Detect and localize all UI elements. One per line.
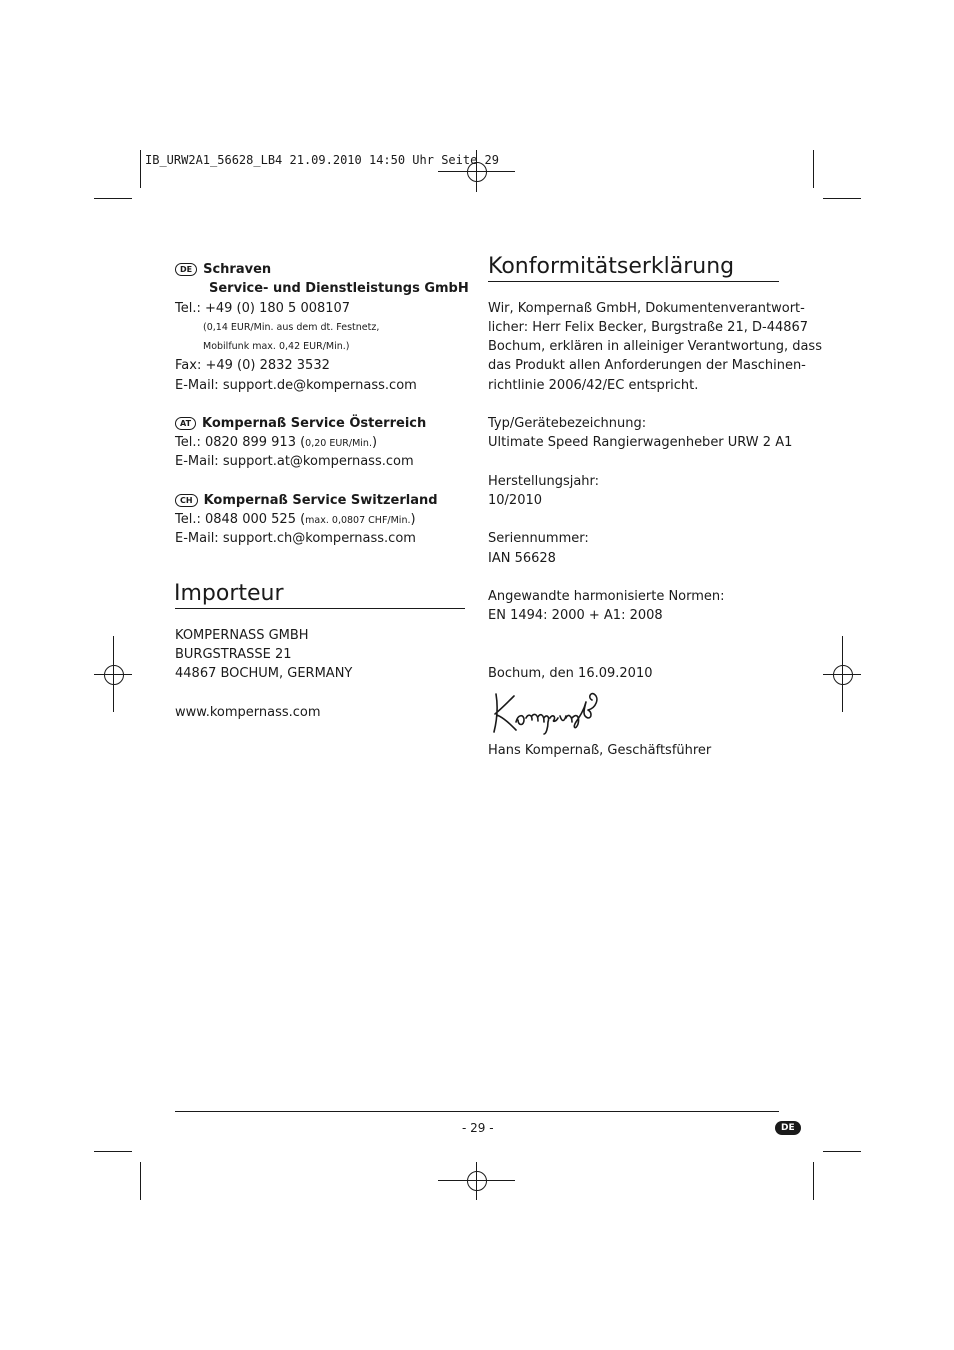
signature [488, 688, 618, 736]
service-at-name: AT Kompernaß Service Österreich [175, 417, 426, 430]
page-number: - 29 - [462, 1121, 494, 1135]
importer-line-2: BURGSTRASSE 21 [175, 647, 292, 662]
service-ch-email: E-Mail: support.ch@kompernass.com [175, 531, 416, 546]
service-de-fax: Fax: +49 (0) 2832 3532 [175, 358, 330, 373]
importer-heading: Importeur [174, 581, 284, 606]
de-badge: DE [175, 263, 197, 276]
importer-line-1: KOMPERNASS GMBH [175, 628, 309, 643]
service-at-tel: Tel.: 0820 899 913 (0,20 EUR/Min.) [175, 435, 378, 450]
importer-website: www.kompernass.com [175, 705, 321, 720]
ch-badge: CH [175, 494, 198, 507]
year-value: 10/2010 [488, 493, 543, 508]
footer-rule [175, 1111, 779, 1112]
conformity-heading: Konformitätserklärung [488, 254, 735, 279]
conformity-text-1: Wir, Kompernaß GmbH, Dokumentenverantwort- [488, 301, 805, 316]
service-de-company: Service- und Dienstleistungs GmbH [209, 281, 469, 296]
norms-value: EN 1494: 2000 + A1: 2008 [488, 608, 663, 623]
print-slug: IB_URW2A1_56628_LB4 21.09.2010 14:50 Uhr Seite 29 [145, 153, 500, 167]
serial-label: Seriennummer: [488, 531, 589, 546]
service-at-email: E-Mail: support.at@kompernass.com [175, 454, 414, 469]
serial-value: IAN 56628 [488, 551, 556, 566]
service-de-note-2: Mobilfunk max. 0,42 EUR/Min.) [203, 341, 350, 352]
service-de-name: DE Schraven [175, 263, 271, 276]
at-badge: AT [175, 417, 196, 430]
signatory: Hans Kompernaß, Geschäftsführer [488, 743, 712, 758]
importer-rule [175, 608, 465, 609]
footer-language-badge: DE [775, 1121, 801, 1135]
type-value: Ultimate Speed Rangierwagenheber URW 2 A1 [488, 435, 793, 450]
conformity-rule [488, 281, 779, 282]
conformity-text-4: das Produkt allen Anforderungen der Maschinen- [488, 358, 806, 373]
conformity-text-3: Bochum, erklären in alleiniger Verantwortung, dass [488, 339, 822, 354]
service-de-note-1: (0,14 EUR/Min. aus dem dt. Festnetz, [203, 322, 380, 333]
type-label: Typ/Gerätebezeichnung: [488, 416, 647, 431]
conformity-text-2: licher: Herr Felix Becker, Burgstraße 21, D-44867 [488, 320, 809, 335]
service-de-tel: Tel.: +49 (0) 180 5 008107 [175, 301, 351, 316]
conformity-text-5: richtlinie 2006/42/EC entspricht. [488, 378, 699, 393]
importer-line-3: 44867 BOCHUM, GERMANY [175, 666, 353, 681]
service-de-email: E-Mail: support.de@kompernass.com [175, 378, 417, 393]
place-date: Bochum, den 16.09.2010 [488, 666, 653, 681]
service-ch-tel: Tel.: 0848 000 525 (max. 0,0807 CHF/Min.) [175, 512, 416, 527]
norms-label: Angewandte harmonisierte Normen: [488, 589, 725, 604]
service-ch-name: CH Kompernaß Service Switzerland [175, 494, 438, 507]
year-label: Herstellungsjahr: [488, 474, 600, 489]
